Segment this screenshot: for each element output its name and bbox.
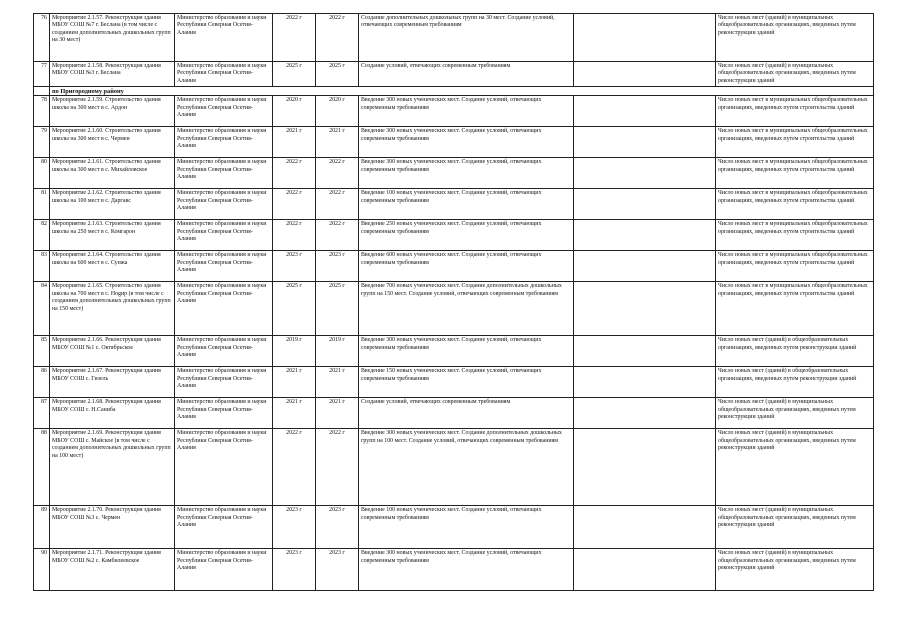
end-year-cell: 2023 г: [316, 506, 359, 549]
executor-cell: Министерство образования и науки Республики Северная Осетия-Алания: [175, 429, 273, 506]
row-number-cell: 85: [34, 336, 50, 367]
row-number-cell: 90: [34, 549, 50, 591]
table-row: [34, 282, 874, 336]
table-row: [34, 96, 874, 127]
end-year-cell: 2023 г: [316, 251, 359, 282]
measure-name-cell: Мероприятие 2.1.70. Реконструкция здания МБОУ СОШ №3 с. Чермен: [50, 506, 175, 549]
measure-name-cell: Мероприятие 2.1.67. Реконструкция здания МБОУ СОШ с. Гизель: [50, 367, 175, 398]
table-row: [34, 367, 874, 398]
measure-name-cell: Мероприятие 2.1.62. Строительство здания школы на 100 мест в с. Даргавс: [50, 189, 175, 220]
start-year-cell: 2022 г: [273, 14, 316, 62]
end-year-cell: 2021 г: [316, 398, 359, 429]
table-row: [34, 336, 874, 367]
expected-result-cell: Создание дополнительных дошкольных групп на 30 мест. Создание условий, отвечающих современным требованиям: [359, 14, 574, 62]
expected-result-cell: Создание условий, отвечающих современным требованиям: [359, 62, 574, 87]
end-year-cell: 2020 г: [316, 96, 359, 127]
executor-cell: Министерство образования и науки Республики Северная Осетия-Алания: [175, 549, 273, 591]
measure-name-cell: Мероприятие 2.1.59. Строительство здания школы на 300 мест в с. Ардон: [50, 96, 175, 127]
end-year-cell: 2025 г: [316, 62, 359, 87]
linked-measures-cell: [574, 251, 716, 282]
start-year-cell: 2023 г: [273, 251, 316, 282]
target-indicator-cell: Число новых мест (зданий) в муниципальных общеобразовательных организациях, введенных путем реконструкции зданий: [716, 14, 874, 62]
start-year-cell: 2023 г: [273, 506, 316, 549]
target-indicator-cell: Число новых мест (зданий) в общеобразовательных организациях, введенных путем реконструкции зданий: [716, 367, 874, 398]
row-number-cell: 81: [34, 189, 50, 220]
expected-result-cell: Введение 300 новых ученических мест. Создание дополнительных дошкольных групп на 100 мест. Создание условий, отвечающих современным требованиям: [359, 429, 574, 506]
executor-cell: Министерство образования и науки Республики Северная Осетия-Алания: [175, 367, 273, 398]
expected-result-cell: Введение 100 новых ученических мест. Создание условий, отвечающих современным требованиям: [359, 189, 574, 220]
start-year-cell: 2021 г: [273, 367, 316, 398]
target-indicator-cell: Число новых мест (зданий) в муниципальных общеобразовательных организациях, введенных путем реконструкции зданий: [716, 62, 874, 87]
expected-result-cell: Создание условий, отвечающих современным требованиям: [359, 398, 574, 429]
end-year-cell: 2025 г: [316, 282, 359, 336]
table-row: [34, 14, 874, 62]
end-year-cell: 2021 г: [316, 367, 359, 398]
linked-measures-cell: [574, 158, 716, 189]
end-year-cell: 2021 г: [316, 127, 359, 158]
end-year-cell: 2022 г: [316, 158, 359, 189]
measure-name-cell: Мероприятие 2.1.64. Строительство здания школы на 600 мест в с. Сунжа: [50, 251, 175, 282]
executor-cell: Министерство образования и науки Республики Северная Осетия-Алания: [175, 220, 273, 251]
end-year-cell: 2022 г: [316, 429, 359, 506]
table-row: [34, 506, 874, 549]
row-number-cell: 89: [34, 506, 50, 549]
table-row: [34, 158, 874, 189]
measure-name-cell: Мероприятие 2.1.61. Строительство здания школы на 300 мест в с. Михайловское: [50, 158, 175, 189]
linked-measures-cell: [574, 282, 716, 336]
target-indicator-cell: Число новых мест (зданий) в муниципальных общеобразовательных организациях, введенных путем реконструкции зданий: [716, 506, 874, 549]
row-number-cell: 76: [34, 14, 50, 62]
executor-cell: Министерство образования и науки Республики Северная Осетия-Алания: [175, 282, 273, 336]
measure-name-cell: Мероприятие 2.1.65. Строительство здания школы на 700 мест в с. Нogир (в том числе с созданием дополнительных дошкольных групп на 150 мест): [50, 282, 175, 336]
start-year-cell: 2023 г: [273, 549, 316, 591]
expected-result-cell: Введение 300 новых ученических мест. Создание условий, отвечающих современным требованиям: [359, 158, 574, 189]
end-year-cell: 2022 г: [316, 189, 359, 220]
row-number-cell: 78: [34, 96, 50, 127]
row-number-cell: 86: [34, 367, 50, 398]
linked-measures-cell: [574, 429, 716, 506]
measure-name-cell: Мероприятие 2.1.63. Строительство здания школы на 250 мест в с. Комгарон: [50, 220, 175, 251]
start-year-cell: 2020 г: [273, 96, 316, 127]
start-year-cell: 2025 г: [273, 62, 316, 87]
table-body: [34, 14, 874, 591]
table-row: [34, 127, 874, 158]
linked-measures-cell: [574, 62, 716, 87]
expected-result-cell: Введение 150 новых ученических мест. Создание условий, отвечающих современным требованиям: [359, 367, 574, 398]
expected-result-cell: Введение 300 новых ученических мест. Создание условий, отвечающих современным требованиям: [359, 127, 574, 158]
measure-name-cell: Мероприятие 2.1.68. Реконструкция здания МБОУ СОШ с. Н.Саниба: [50, 398, 175, 429]
measure-name-cell: Мероприятие 2.1.60. Строительство здания школы на 300 мест в с. Чермен: [50, 127, 175, 158]
executor-cell: Министерство образования и науки Республики Северная Осетия-Алания: [175, 506, 273, 549]
target-indicator-cell: Число новых мест в муниципальных общеобразовательных организациях, введенных путем строительства зданий: [716, 158, 874, 189]
start-year-cell: 2022 г: [273, 429, 316, 506]
start-year-cell: 2022 г: [273, 220, 316, 251]
linked-measures-cell: [574, 336, 716, 367]
expected-result-cell: Введение 100 новых ученических мест. Создание условий, отвечающих современным требованиям: [359, 506, 574, 549]
target-indicator-cell: Число новых мест в муниципальных общеобразовательных организациях, введенных путем строительства зданий: [716, 282, 874, 336]
measure-name-cell: Мероприятие 2.1.69. Реконструкция здания МБОУ СОШ с. Майское (в том числе с созданием дополнительных дошкольных групп на 100 мест): [50, 429, 175, 506]
table-row: [34, 220, 874, 251]
target-indicator-cell: Число новых мест в муниципальных общеобразовательных организациях, введенных путем строительства зданий: [716, 96, 874, 127]
expected-result-cell: Введение 300 новых ученических мест. Создание условий, отвечающих современным требованиям: [359, 549, 574, 591]
target-indicator-cell: Число новых мест (зданий) в муниципальных общеобразовательных организациях, введенных путем реконструкции зданий: [716, 398, 874, 429]
linked-measures-cell: [574, 220, 716, 251]
start-year-cell: 2022 г: [273, 189, 316, 220]
table-row: [34, 549, 874, 591]
linked-measures-cell: [574, 549, 716, 591]
linked-measures-cell: [574, 189, 716, 220]
start-year-cell: 2025 г: [273, 282, 316, 336]
executor-cell: Министерство образования и науки Республики Северная Осетия-Алания: [175, 127, 273, 158]
row-number-cell: 88: [34, 429, 50, 506]
row-number-cell: 80: [34, 158, 50, 189]
executor-cell: Министерство образования и науки Республики Северная Осетия-Алания: [175, 336, 273, 367]
executor-cell: Министерство образования и науки Республики Северная Осетия-Алания: [175, 158, 273, 189]
start-year-cell: 2021 г: [273, 127, 316, 158]
section-row: [34, 87, 874, 96]
table-row: [34, 189, 874, 220]
linked-measures-cell: [574, 367, 716, 398]
row-number-cell: 87: [34, 398, 50, 429]
section-spacer-cell: [34, 87, 50, 96]
executor-cell: Министерство образования и науки Республики Северная Осетия-Алания: [175, 14, 273, 62]
end-year-cell: 2022 г: [316, 220, 359, 251]
expected-result-cell: Введение 250 новых ученических мест. Создание условий, отвечающих современным требованиям: [359, 220, 574, 251]
end-year-cell: 2019 г: [316, 336, 359, 367]
target-indicator-cell: Число новых мест в муниципальных общеобразовательных организациях, введенных путем строительства зданий: [716, 251, 874, 282]
measure-name-cell: Мероприятие 2.1.58. Реконструкция здания МБОУ СОШ №3 г. Беслана: [50, 62, 175, 87]
table-row: [34, 398, 874, 429]
row-number-cell: 83: [34, 251, 50, 282]
executor-cell: Министерство образования и науки Республики Северная Осетия-Алания: [175, 96, 273, 127]
executor-cell: Министерство образования и науки Республики Северная Осетия-Алания: [175, 398, 273, 429]
linked-measures-cell: [574, 506, 716, 549]
measure-name-cell: Мероприятие 2.1.57. Реконструкция здания МБОУ СОШ №7 г. Беслана (в том числе с созданием дополнительных дошкольных групп на 30 мест): [50, 14, 175, 62]
target-indicator-cell: Число новых мест в муниципальных общеобразовательных организациях, введенных путем строительства зданий: [716, 189, 874, 220]
executor-cell: Министерство образования и науки Республики Северная Осетия-Алания: [175, 189, 273, 220]
expected-result-cell: Введение 700 новых ученических мест. Создание дополнительных дошкольных групп на 150 мест. Создание условий, отвечающих современным требованиям: [359, 282, 574, 336]
row-number-cell: 77: [34, 62, 50, 87]
section-header: по Пригородному району: [50, 87, 874, 96]
table-row: [34, 62, 874, 87]
row-number-cell: 82: [34, 220, 50, 251]
end-year-cell: 2023 г: [316, 549, 359, 591]
expected-result-cell: Введение 300 новых ученических мест. Создание условий, отвечающих современным требованиям: [359, 96, 574, 127]
expected-result-cell: Введение 300 новых ученических мест. Создание условий, отвечающих современным требованиям: [359, 336, 574, 367]
measures-table: [33, 13, 874, 591]
target-indicator-cell: Число новых мест в муниципальных общеобразовательных организациях, введенных путем строительства зданий: [716, 127, 874, 158]
target-indicator-cell: Число новых мест (зданий) в общеобразовательных организациях, введенных путем реконструкции зданий: [716, 336, 874, 367]
start-year-cell: 2022 г: [273, 158, 316, 189]
target-indicator-cell: Число новых мест в муниципальных общеобразовательных организациях, введенных путем строительства зданий: [716, 220, 874, 251]
table-row: [34, 251, 874, 282]
table-row: [34, 429, 874, 506]
linked-measures-cell: [574, 14, 716, 62]
linked-measures-cell: [574, 96, 716, 127]
measure-name-cell: Мероприятие 2.1.71. Реконструкция здания МБОУ СОШ №2 с. Камбилеевское: [50, 549, 175, 591]
target-indicator-cell: Число новых мест (зданий) в муниципальных общеобразовательных организациях, введенных путем реконструкции зданий: [716, 549, 874, 591]
expected-result-cell: Введение 600 новых ученических мест. Создание условий, отвечающих современным требованиям: [359, 251, 574, 282]
executor-cell: Министерство образования и науки Республики Северная Осетия-Алания: [175, 251, 273, 282]
linked-measures-cell: [574, 127, 716, 158]
row-number-cell: 79: [34, 127, 50, 158]
start-year-cell: 2021 г: [273, 398, 316, 429]
row-number-cell: 84: [34, 282, 50, 336]
start-year-cell: 2019 г: [273, 336, 316, 367]
linked-measures-cell: [574, 398, 716, 429]
measure-name-cell: Мероприятие 2.1.66. Реконструкция здания МБОУ СОШ №1 с. Октябрьское: [50, 336, 175, 367]
target-indicator-cell: Число новых мест (зданий) в муниципальных общеобразовательных организациях, введенных путем реконструкции зданий: [716, 429, 874, 506]
end-year-cell: 2022 г: [316, 14, 359, 62]
executor-cell: Министерство образования и науки Республики Северная Осетия-Алания: [175, 62, 273, 87]
